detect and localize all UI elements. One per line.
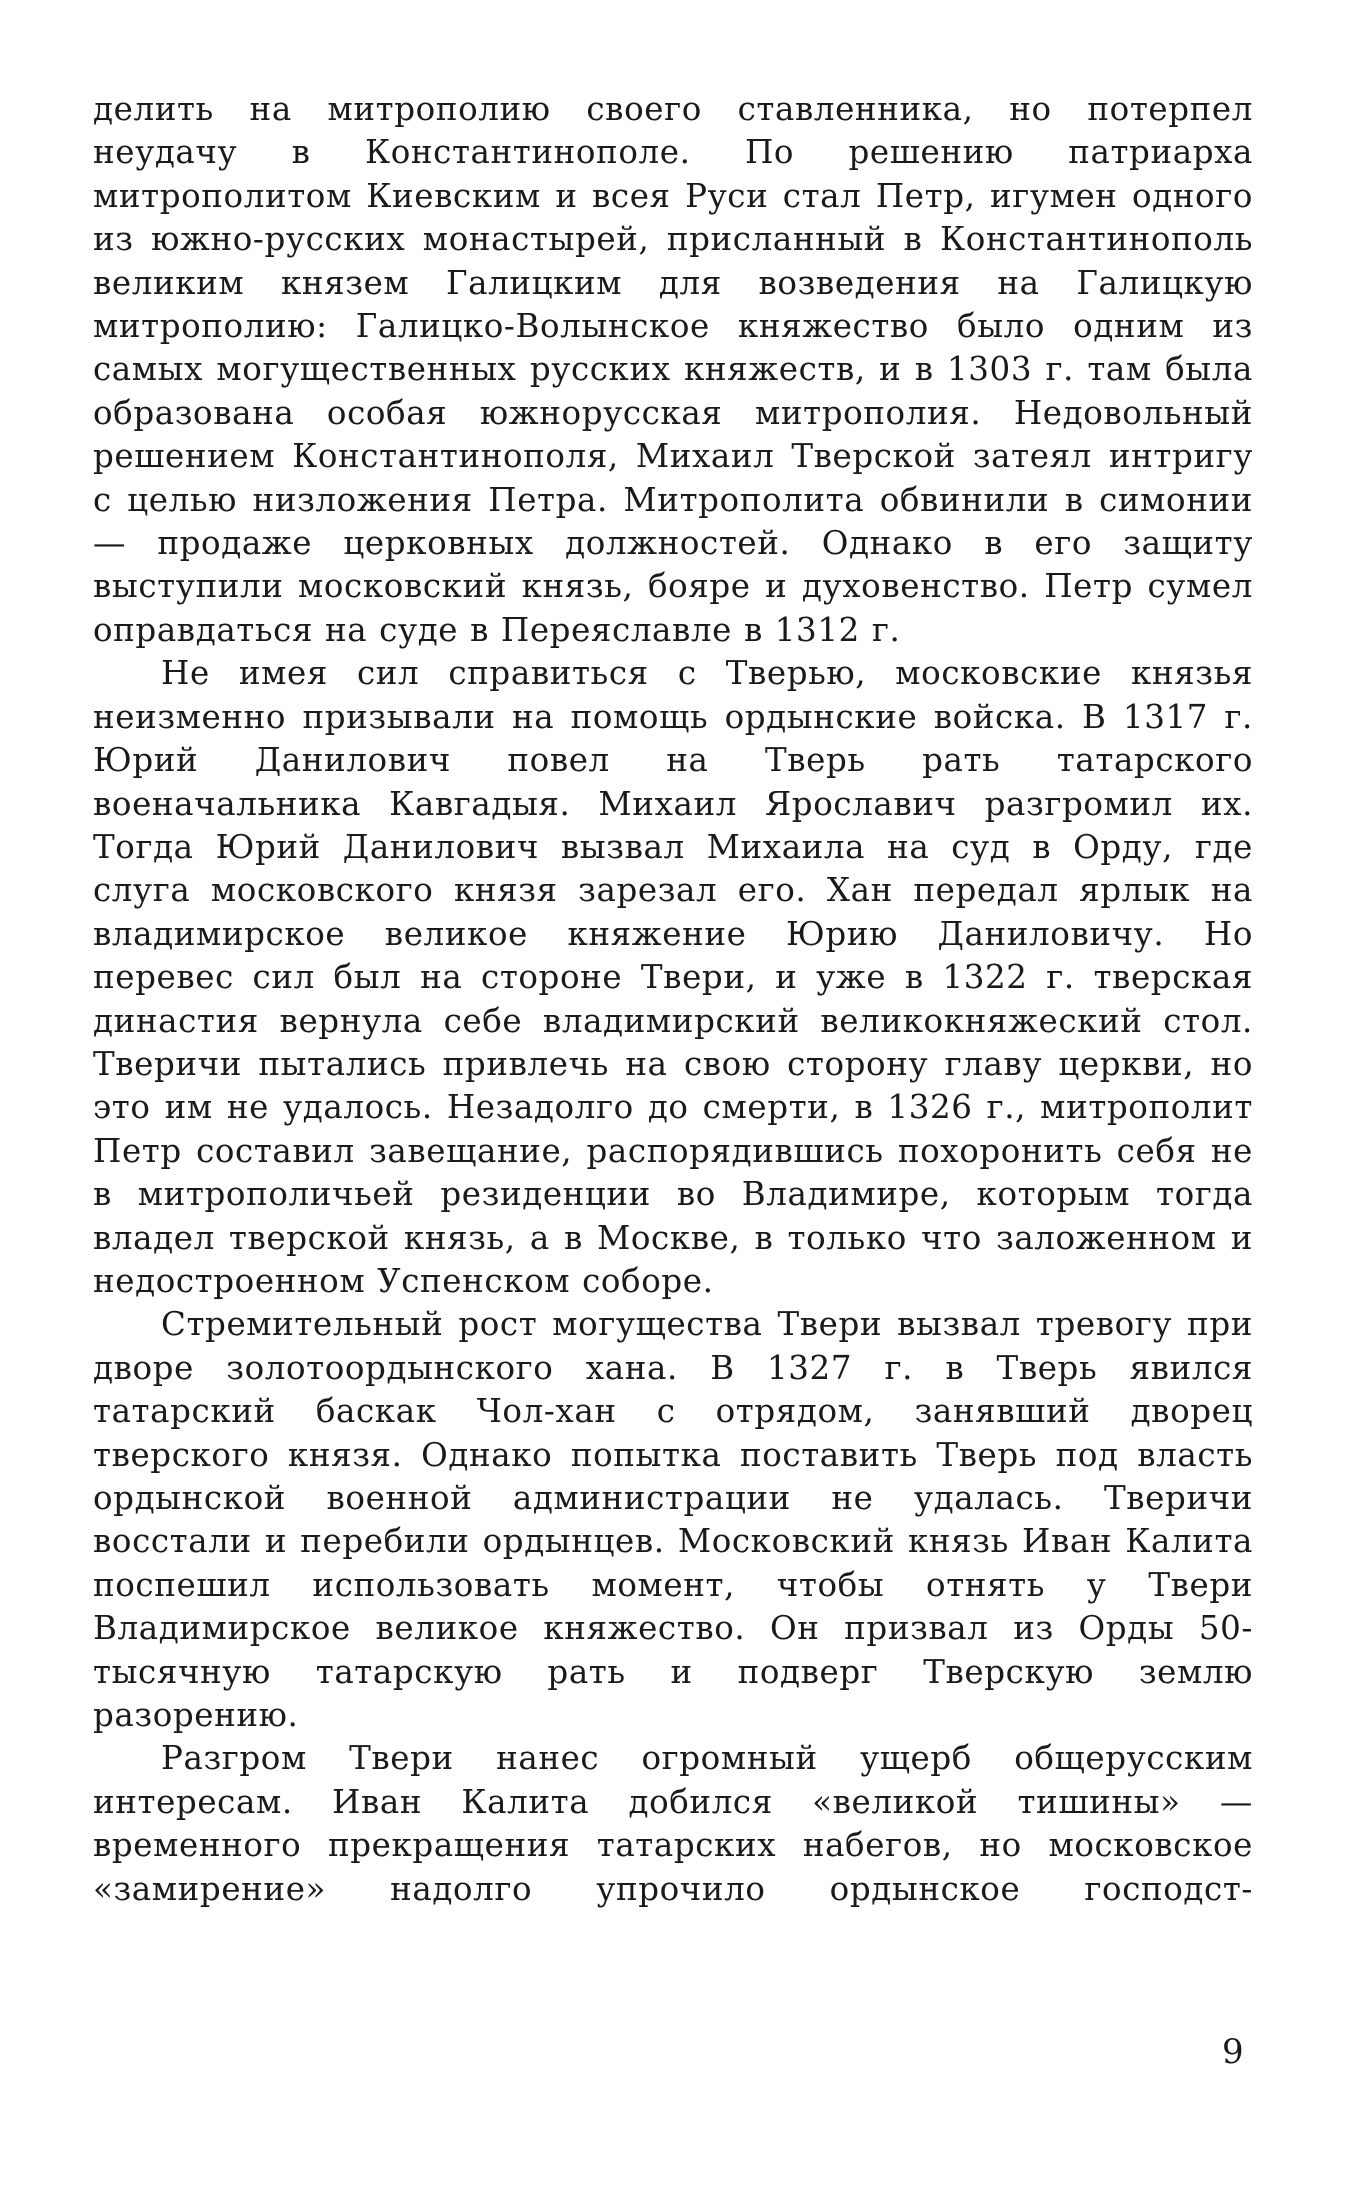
- page-number: 9: [1222, 2032, 1244, 2072]
- paragraph-2: Не имея сил справиться с Тверью, московские князья неизменно призывали на помощь ордынские войска. В 1317 г. Юрий Данилович повел на Тверь рать татарского военачальника Кавгадыя. Михаил Ярославич разгромил их. Тогда Юрий Данилович вызвал Михаила на суд в Орду, где слуга московского князя зарезал его. Хан передал ярлык на владимирское великое княжение Юрию Даниловичу. Но перевес сил был на стороне Твери, и уже в 1322 г. тверская династия вернула себе владимирский великокняжеский стол. Тверичи пытались привлечь на свою сторону главу церкви, но это им не удалось. Незадолго до смерти, в 1326 г., митрополит Петр составил завещание, распорядившись похоронить себя не в митрополичьей резиденции во Владимире, которым тогда владел тверской князь, а в Москве, в только что заложенном и недостроенном Успенском соборе.: [93, 654, 1253, 1300]
- paragraph-1: делить на митрополию своего ставленника, но потерпел неудачу в Константинополе. По решению патриарха митрополитом Киевским и всея Руси стал Петр, игумен одного из южно-русских монастырей, присланный в Константинополь великим князем Галицким для возведения на Галицкую митрополию: Галицко-Волынское княжество было одним из самых могущественных русских княжеств, и в 1303 г. там была образована особая южнорусская митрополия. Недовольный решением Константинополя, Михаил Тверской затеял интригу с целью низложения Петра. Митрополита обвинили в симонии — продаже церковных должностей. Однако в его защиту выступили московский князь, бояре и духовенство. Петр сумел оправдаться на суде в Переяславле в 1312 г.: [93, 90, 1253, 649]
- paragraph-4: Разгром Твери нанес огромный ущерб общерусским интересам. Иван Калита добился «великой тишины» — временного прекращения татарских набегов, но московское «замирение» надолго упрочило ордынское господст-: [93, 1739, 1253, 1908]
- page-body: [93, 88, 1253, 1911]
- paragraph-3: Стремительный рост могущества Твери вызвал тревогу при дворе золотоордынского хана. В 1327 г. в Тверь явился татарский баскак Чол-хан с отрядом, занявший дворец тверского князя. Однако попытка поставить Тверь под власть ордынской военной администрации не удалась. Тверичи восстали и перебили ордынцев. Московский князь Иван Калита поспешил использовать момент, чтобы отнять у Твери Владимирское великое княжество. Он призвал из Орды 50-тысячную татарскую рать и подверг Тверскую землю разорению.: [93, 1305, 1253, 1735]
